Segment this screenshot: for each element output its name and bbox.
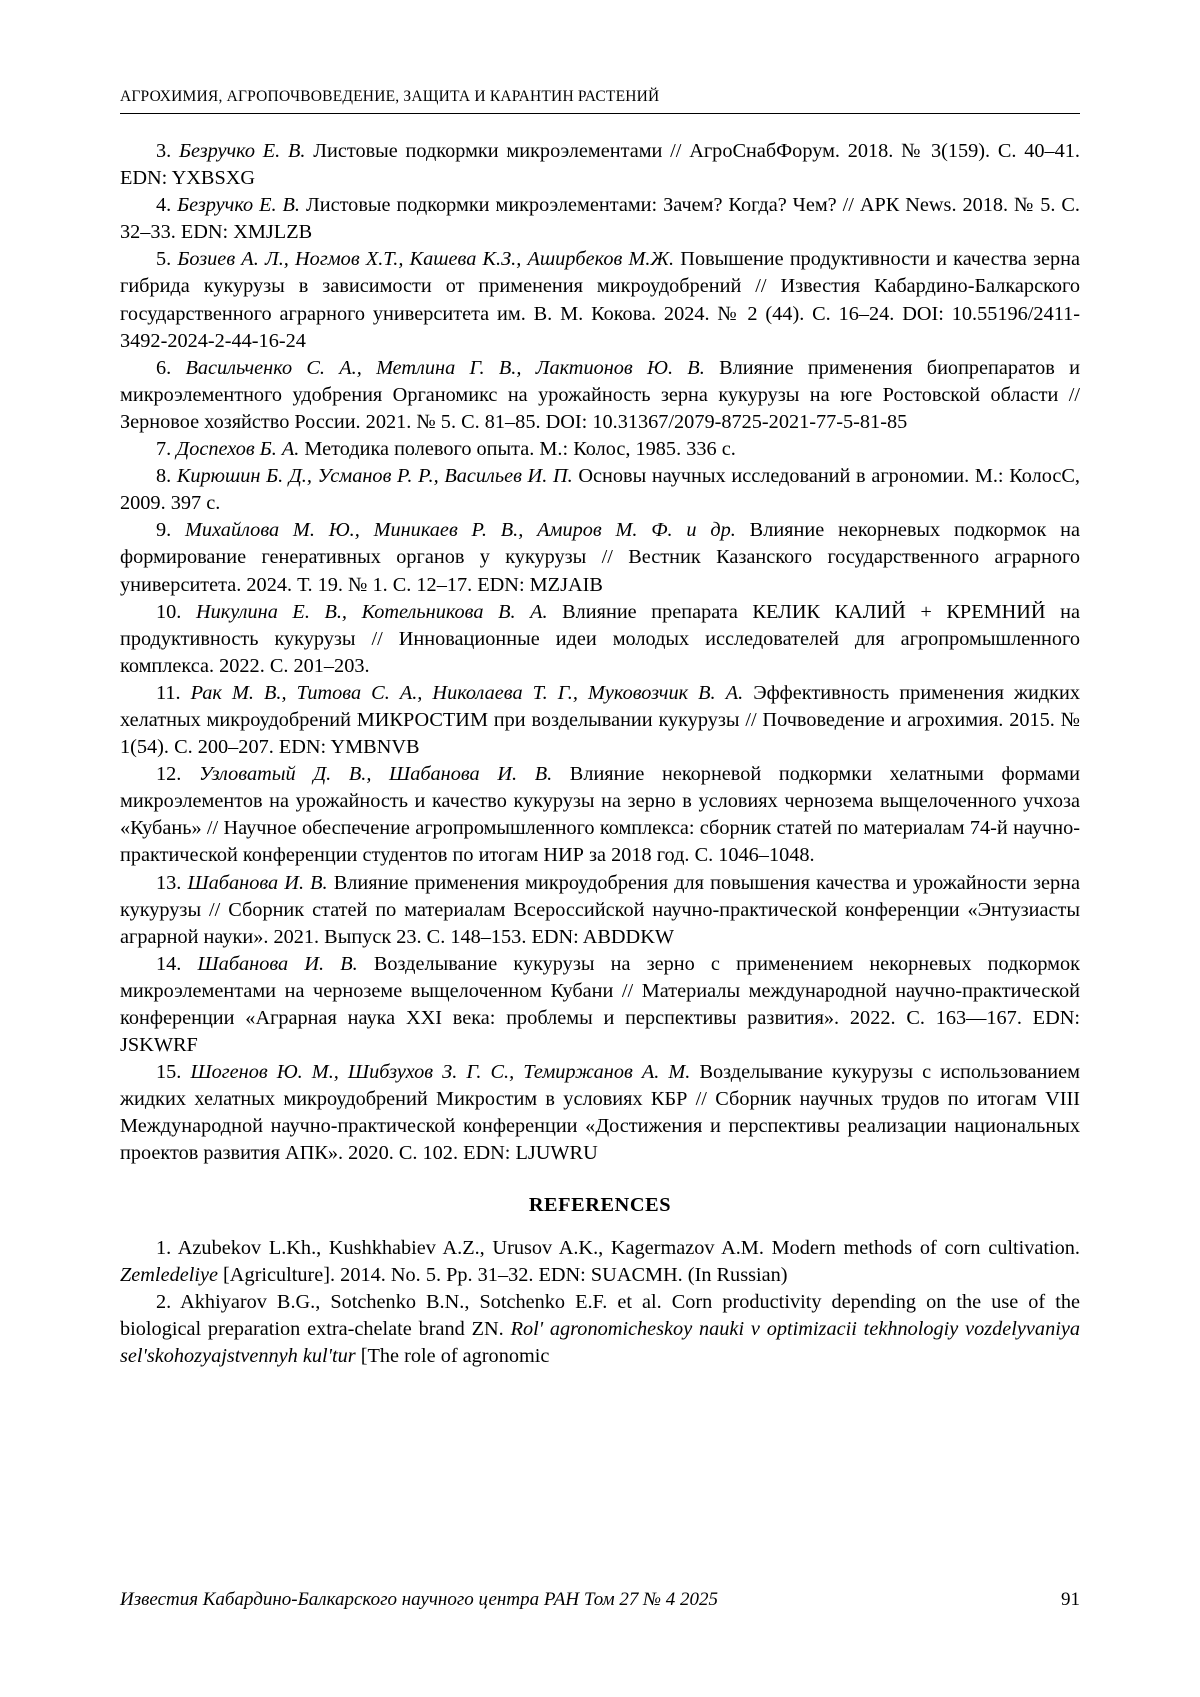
- reference-authors: Узловатый Д. В., Шабанова И. В.: [199, 763, 553, 786]
- reference-number: 4.: [156, 194, 172, 217]
- reference-source-title: Zemledeliye: [120, 1263, 218, 1286]
- reference-item: [120, 246, 1080, 354]
- reference-number: 10.: [156, 600, 182, 623]
- reference-text: Возделывание кукурузы на зерно с применением некорневых подкормок микроэлементами на черноземе выщелоченном Кубани // Материалы международной научно-практической конференции «Аграрная наука XXI века: проблемы и перспективы развития». 2022. С. 163—167. EDN: JSKWRF: [120, 952, 1080, 1057]
- reference-text: Azubekov L.Kh., Kushkhabiev A.Z., Urusov A.K., Kagermazov A.M. Modern methods of corn cultivation.: [171, 1236, 1080, 1259]
- reference-item: [120, 138, 1080, 192]
- reference-number: 6.: [156, 356, 172, 379]
- reference-number: 3.: [156, 140, 172, 162]
- references-heading: REFERENCES: [528, 1193, 672, 1216]
- reference-authors: Шогенов Ю. М., Шибзухов З. Г. С., Темиржанов А. М.: [190, 1061, 691, 1084]
- reference-number: 15.: [156, 1061, 182, 1084]
- reference-text: Влияние некорневой подкормки хелатными формами микроэлементов на урожайность и качество кукурузы на зерно в условиях чернозема выщелоченного учхоза «Кубань» // Научное обеспечение агропромышленного комплекса: сборник статей по материалам 74-й научно-практической конференции студентов по итогам НИР за 2018 год. С. 1046–1048.: [120, 763, 1080, 867]
- reference-item: [120, 517, 1080, 598]
- reference-authors: Шабанова И. В.: [187, 871, 328, 894]
- reference-text-tail: [The role of agronomic: [355, 1344, 550, 1367]
- reference-text: Влияние некорневых подкормок на формирование генеративных органов у кукурузы // Вестник Казанского государственного аграрного университета. 2024. Т. 19. № 1. С. 12–17. EDN: MZJAIB: [120, 519, 1080, 596]
- reference-text: Влияние применения микроудобрения для повышения качества и урожайности зерна кукурузы // Сборник статей по материалам Всероссийской научно-практической конференции «Энтузиасты аграрной науки». 2021. Выпуск 23. С. 148–153. EDN: ABDDKW: [120, 871, 1080, 948]
- reference-text: Akhiyarov B.G., Sotchenko B.N., Sotchenko E.F. et al. Corn productivity depending on the use of the biological preparation extra-chelate brand ZN.: [120, 1290, 1080, 1340]
- page-content: [120, 88, 1080, 1370]
- reference-text: Возделывание кукурузы с использованием жидких хелатных микроудобрений Микростим в условиях КБР // Сборник научных трудов по итогам VIII Международной научно-практической конференции «Достижения и перспективы реализации национальных проектов развития АПК». 2020. С. 102. EDN: LJUWRU: [120, 1061, 1080, 1165]
- reference-authors: Васильченко С. А., Метлина Г. В., Лактионов Ю. В.: [185, 356, 705, 379]
- reference-text: Основы научных исследований в агрономии. М.: КолосС, 2009. 397 с.: [120, 465, 1080, 515]
- reference-authors: Никулина Е. В., Котельникова В. А.: [195, 600, 548, 623]
- reference-item: [120, 192, 1080, 246]
- reference-item: [120, 1059, 1080, 1167]
- reference-number: 2.: [156, 1290, 172, 1313]
- reference-text: Методика полевого опыта. М.: Колос, 1985. 336 с.: [299, 438, 736, 461]
- reference-item: [120, 680, 1080, 761]
- reference-text: Влияние препарата КЕЛИК КАЛИЙ + КРЕМНИЙ на продуктивность кукурузы // Инновационные идеи молодых исследователей для агропромышленного комплекса. 2022. С. 201–203.: [120, 600, 1080, 677]
- reference-item: [120, 870, 1080, 951]
- reference-item: [120, 436, 1080, 463]
- reference-number: 13.: [156, 871, 182, 894]
- reference-item-en: [120, 1289, 1080, 1370]
- footer-page-number: 91: [1061, 1589, 1080, 1610]
- reference-authors: Кирюшин Б. Д., Усманов Р. Р., Васильев И. П.: [176, 465, 573, 488]
- reference-item-en: [120, 1235, 1080, 1289]
- reference-number: 8.: [156, 465, 172, 488]
- footer-journal-title: Известия Кабардино-Балкарского научного центра РАН Том 27 № 4 2025: [120, 1589, 719, 1610]
- reference-item: [120, 599, 1080, 680]
- reference-item: [120, 355, 1080, 436]
- reference-authors: Рак М. В., Титова С. А., Николаева Т. Г., Муковозчик В. А.: [190, 681, 744, 704]
- reference-text: Повышение продуктивности и качества зерна гибрида кукурузы в зависимости от применения микроудобрений // Известия Кабардино-Балкарского государственного аграрного университета им. В. М. Кокова. 2024. № 2 (44). С. 16–24. DOI: 10.55196/2411-3492-2024-2-44-16-24: [120, 248, 1080, 352]
- reference-number: 14.: [156, 952, 182, 975]
- reference-text: Эффективность применения жидких хелатных микроудобрений МИКРОСТИМ при возделывании кукурузы // Почвоведение и агрохимия. 2015. № 1(54). С. 200–207. EDN: YMBNVB: [120, 681, 1080, 759]
- reference-text: Листовые подкормки микроэлементами // АгроСнабФорум. 2018. № 3(159). С. 40–41. EDN: YXBSXG: [120, 140, 1080, 190]
- reference-authors: Безручко Е. В.: [179, 140, 306, 162]
- reference-number: 5.: [156, 248, 172, 271]
- reference-number: 7.: [156, 438, 172, 461]
- reference-authors: Шабанова И. В.: [197, 952, 358, 975]
- reference-number: 9.: [156, 519, 172, 542]
- reference-text: Листовые подкормки микроэлементами: Зачем? Когда? Чем? // АРК News. 2018. № 5. С. 32–33. EDN: XMJLZB: [120, 194, 1080, 244]
- reference-authors: Бозиев А. Л., Ногмов Х.Т., Кашева К.З., Аширбеков М.Ж.: [177, 248, 675, 271]
- references-ru-list: [120, 138, 1080, 1168]
- reference-authors: Безручко Е. В.: [177, 194, 301, 217]
- references-en-list: [120, 1235, 1080, 1370]
- reference-authors: Доспехов Б. А.: [176, 438, 300, 461]
- reference-item: [120, 951, 1080, 1059]
- page-footer: [120, 1589, 1080, 1611]
- reference-number: 12.: [156, 763, 182, 786]
- reference-number: 11.: [156, 681, 181, 704]
- reference-source-title: Rol' agronomicheskoy nauki v optimizacii tekhnologiy vozdelyvaniya sel'skohozyajstvennyh kul'tur: [120, 1317, 1080, 1367]
- reference-text-tail: [Agriculture]. 2014. No. 5. Pp. 31–32. EDN: SUACMH. (In Russian): [217, 1263, 788, 1286]
- reference-text: Влияние применения биопрепаратов и микроэлементного удобрения Органомикс на урожайность зерна кукурузы на юге Ростовской области // Зерновое хозяйство России. 2021. № 5. С. 81–85. DOI: 10.31367/2079-8725-2021-77-5-81-85: [120, 356, 1080, 433]
- running-head: АГРОХИМИЯ, АГРОПОЧВОВЕДЕНИЕ, ЗАЩИТА И КАРАНТИН РАСТЕНИЙ: [120, 88, 1080, 114]
- reference-number: 1.: [156, 1236, 172, 1259]
- reference-item: [120, 761, 1080, 869]
- reference-item: [120, 463, 1080, 517]
- reference-authors: Михайлова М. Ю., Миникаев Р. В., Амиров М. Ф. и др.: [185, 519, 736, 542]
